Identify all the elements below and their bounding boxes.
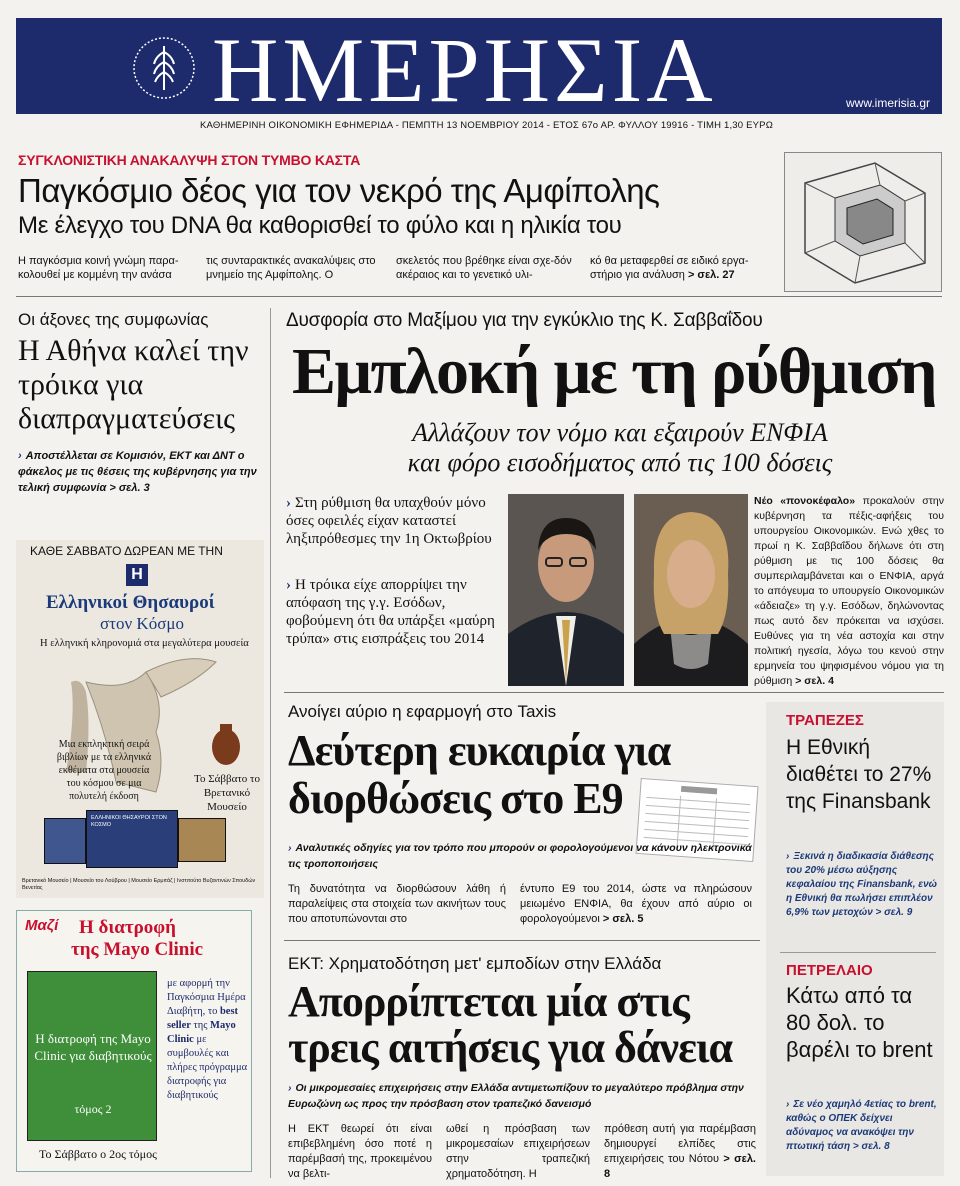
top-story-col-3: σκελετός που βρέθηκε είναι σχε-δόν ακέραιος και το γενετικό υλι-	[396, 255, 572, 281]
banks-bullet: › Ξεκινά η διαδικασία διάθεσης του 20% μέσω αύξησης κεφαλαίου της Finansbank, ενώ η Εθνική θα πωλήσει επιπλέον 6,9% των μετοχών > σελ. 9	[786, 851, 937, 918]
left-story-headline[interactable]: Η Αθήνα καλεί την τρόικα για διαπραγματεύσεις	[18, 334, 249, 435]
bullet-arrow-icon: ›	[18, 450, 22, 462]
page-ref[interactable]: > σελ. 8	[852, 1141, 890, 1152]
page-ref[interactable]: > σελ. 8	[604, 1153, 756, 1180]
main-story-bullet-2: › Η τρόικα είχε απορρίψει την απόφαση της γ.γ. Εσόδων, φοβούμενη ότι θα υπάρξει «μαύρη τρύπα» στις εισπράξεις του 2014	[286, 577, 495, 647]
wheat-emblem-icon	[128, 32, 200, 104]
newspaper-title: ΗΜΕΡΗΣΙΑ	[212, 19, 717, 121]
promo-badge: Μαζί	[25, 917, 59, 934]
main-story-bullet-1: › Στη ρύθμιση θα υπαχθούν μόνο όσες οφειλές είχαν καταστεί ληξιπρόθεσμες την 1η Οκτωβρίου	[286, 495, 492, 547]
woman-portrait-photo-icon	[634, 494, 748, 686]
book-cover-label: ΕΛΛΗΝΙΚΟΙ ΘΗΣΑΥΡΟΙ ΣΤΟΝ ΚΟΣΜΟ	[91, 815, 167, 828]
promo-desc: Μια εκπληκτική σειρά βιβλίων με τα ελληνικά εκθέματα στα μουσεία του κόσμου σε μια πολυτελή έκδοση	[56, 739, 152, 802]
page-ref[interactable]: > σελ. 3	[109, 482, 150, 494]
promo-kicker: ΚΑΘΕ ΣΑΒΒΑΤΟ ΔΩΡΕΑΝ ΜΕ ΤΗΝ	[30, 544, 223, 558]
book-cover-volume: τόμος 2	[74, 1102, 112, 1116]
taxis-story-kicker: Ανοίγει αύριο η εφαρμογή στο Taxis	[288, 702, 557, 721]
bullet-arrow-icon: ›	[286, 495, 291, 511]
left-story-kicker: Οι άξονες της συμφωνίας	[18, 310, 209, 329]
promo-desc: με αφορμή την Παγκόσμια Ημέρα Διαβήτη, το best seller της Mayo Clinic με συμβουλές και πλήρες πρόγραμμα διατροφής για διαβητικούς	[167, 978, 248, 1101]
tomb-plan-drawing-icon	[784, 152, 942, 292]
website-url[interactable]: www.imerisia.gr	[845, 96, 930, 110]
top-story-col-1: Η παγκόσμια κοινή γνώμη παρα-κολουθεί με κομμένη την ανάσα	[18, 255, 179, 281]
top-story-headline[interactable]: Παγκόσμιο δέος για τον νεκρό της Αμφίπολης	[18, 172, 660, 209]
promo-saturday-note: Το Σάββατο το Βρετανικό Μουσείο	[194, 773, 260, 813]
main-story-body: Νέο «πονοκέφαλο» προκαλούν στην κυβέρνηση τα πέξις-αφήξεις του υπουργείου Οικονομικών. Ενώ χθες το πρωί η Κ. Σαββαΐδου δήλωνε ότι στη ρύθμιση με τις 100 δόσεις θα συμπεριλαμβάνεται και ο ΕΝΦΙΑ, αργά το απόγευμα το υπουργείο Οικονομικών «άδειαζε» τη γ.γ. Εσόδων, δηλώνοντας πως αυτό δεν πρόκειται να ισχύσει. Ευθύνες για τη νέα αστοχία και στην πολιτική ηγεσία, λόγω του κενού στην ερμηνεία του ψηφισμένου νόμου για τη ρύθμιση > σελ. 4	[754, 495, 944, 687]
oil-bullet: › Σε νέο χαμηλό 4ετίας το brent, καθώς ο ΟΠΕΚ δείχνει αδύναμος να ανακόψει την πτωτική τάση > σελ. 8	[786, 1099, 937, 1152]
ecb-story-col-1: Η ΕΚΤ θεωρεί ότι είναι επιβεβλημένη όσο ποτέ η παρέμβασή της, προκειμένου να βελτι-	[288, 1123, 432, 1180]
divider	[780, 952, 936, 953]
taxis-story-headline-2[interactable]: διορθώσεις στο Ε9	[288, 774, 623, 823]
top-story-col-2: τις συνταρακτικές ανακαλύψεις στο μνημείο της Αμφίπολης. Ο	[206, 255, 376, 281]
bullet-arrow-icon: ›	[286, 577, 291, 593]
book-stack-image	[44, 818, 86, 864]
divider	[16, 296, 942, 297]
banks-kicker: ΤΡΑΠΕΖΕΣ	[786, 712, 864, 729]
bullet-arrow-icon: ›	[786, 1099, 790, 1110]
top-story-kicker: ΣΥΓΚΛΟΝΙΣΤΙΚΗ ΑΝΑΚΑΛΥΨΗ ΣΤΟΝ ΤΥΜΒΟ ΚΑΣΤΑ	[18, 152, 361, 168]
promo-footer: Το Σάββατο ο 2ος τόμος	[39, 1147, 157, 1161]
top-story-col-4: κό θα μεταφερθεί σε ειδικό εργα-στήριο για ανάλυση > σελ. 27	[590, 255, 749, 281]
taxis-story-col-2: έντυπο Ε9 του 2014, ώστε να πληρώσουν μειωμένο ΕΝΦΙΑ, θα έχουν από αύριο οι φορολογούμενοι > σελ. 5	[520, 883, 752, 925]
promo-footer: Βρετανικό Μουσείο | Μουσείο του Λούβρου | Μουσείο Ερμιτάζ | Ινστιτούτο Βυζαντινών Σπουδών Βενετίας	[22, 878, 256, 891]
oil-kicker: ΠΕΤΡΕΛΑΙΟ	[786, 962, 873, 979]
divider	[284, 940, 760, 941]
main-story-subhead-1: Αλλάζουν τον νόμο και εξαιρούν ΕΝΦΙΑ	[412, 418, 828, 447]
promo-subtitle: στον Κόσμο	[100, 614, 184, 633]
main-story-kicker: Δυσφορία στο Μαξίμου για την εγκύκλιο της Κ. Σαββαΐδου	[286, 310, 763, 331]
bullet-arrow-icon: ›	[786, 851, 790, 862]
banks-headline[interactable]: Η Εθνική διαθέτει το 27% της Finansbank	[786, 736, 932, 813]
oil-headline[interactable]: Κάτω από τα 80 δολ. το βαρέλι το brent	[786, 983, 933, 1062]
book-cover-image	[86, 810, 178, 868]
page-ref[interactable]: > σελ. 5	[602, 913, 644, 925]
divider	[284, 692, 944, 693]
book-stack-image	[178, 818, 226, 862]
main-story-subhead-2: και φόρο εισοδήματος από τις 100 δόσεις	[407, 448, 833, 477]
taxis-story-col-1: Τη δυνατότητα να διορθώσουν λάθη ή παραλείψεις στα στοιχεία των ακινήτων τους που αποτυπώνονται στο	[288, 883, 506, 925]
ecb-story-headline-2[interactable]: τρεις αιτήσεις για δάνεια	[288, 1023, 733, 1072]
main-story-headline[interactable]: Εμπλοκή με τη ρύθμιση	[292, 335, 936, 408]
ecb-story-bullet: › Οι μικρομεσαίες επιχειρήσεις στην Ελλάδα αντιμετωπίζουν το μεγαλύτερο πρόβλημα στην Ευρωζώνη ως προς την πρόσβαση στον τραπεζικό δανεισμό	[288, 1082, 744, 1110]
left-story-bullet: › Αποστέλλεται σε Κομισιόν, ΕΚΤ και ΔΝΤ ο φάκελος με τις θέσεις της κυβέρνησης για την τελική συμφωνία > σελ. 3	[18, 450, 257, 494]
promo-saturday[interactable]	[16, 540, 264, 898]
man-portrait-photo-icon	[508, 494, 624, 686]
strapline: ΚΑΘΗΜΕΡΙΝΗ ΟΙΚΟΝΟΜΙΚΗ ΕΦΗΜΕΡΙΔΑ - ΠΕΜΠΤΗ 13 ΝΟΕΜΒΡΙΟΥ 2014 - ΕΤΟΣ 67ο ΑΡ. ΦΥΛΛΟΥ 19916 - ΤΙΜΗ 1,30 ΕΥΡΩ	[200, 120, 774, 131]
divider	[270, 308, 271, 1178]
page-ref[interactable]: > σελ. 27	[687, 269, 735, 281]
ecb-story-col-3: πρόθεση αυτή για παρέμβαση δημιουργεί ελπίδες στις επιχειρήσεις του Νότου > σελ. 8	[604, 1123, 756, 1180]
page-ref[interactable]: > σελ. 9	[875, 907, 913, 918]
bullet-arrow-icon: ›	[288, 1082, 292, 1094]
promo-mayo[interactable]	[16, 910, 252, 1172]
ecb-story-headline-1[interactable]: Απορρίπτεται μία στις	[288, 977, 689, 1026]
book-cover-title: Η διατροφή της Mayo Clinic για διαβητικούς	[34, 1031, 152, 1063]
bullet-arrow-icon: ›	[288, 842, 292, 854]
promo-title: Ελληνικοί Θησαυροί	[46, 592, 215, 613]
ecb-story-col-2: ωθεί η πρόσβαση των μικρομεσαίων επιχειρήσεων στην τραπεζική χρηματοδότηση. Η	[446, 1123, 590, 1180]
masthead	[16, 18, 942, 121]
promo-title-line1: Η διατροφή	[79, 917, 176, 938]
taxis-story-headline-1[interactable]: Δεύτερη ευκαιρία για	[288, 726, 671, 775]
taxis-story-bullet: › Αναλυτικές οδηγίες για τον τρόπο που μπορούν οι φορολογούμενοι να κάνουν ηλεκτρονικά τις τροποποιήσεις	[288, 842, 752, 870]
page-ref[interactable]: > σελ. 4	[795, 675, 834, 687]
promo-title-line2: της Mayo Clinic	[71, 939, 204, 960]
mayo-book-cover	[27, 971, 157, 1141]
ecb-story-kicker: ΕΚΤ: Χρηματοδότηση μετ' εμποδίων στην Ελλάδα	[288, 954, 662, 973]
promo-tagline: Η ελληνική κληρονομιά στα μεγαλύτερα μουσεία	[40, 638, 249, 649]
top-story-subhead: Με έλεγχο του DNA θα καθορισθεί το φύλο και η ηλικία του	[18, 212, 622, 239]
promo-badge: Η	[126, 564, 148, 586]
